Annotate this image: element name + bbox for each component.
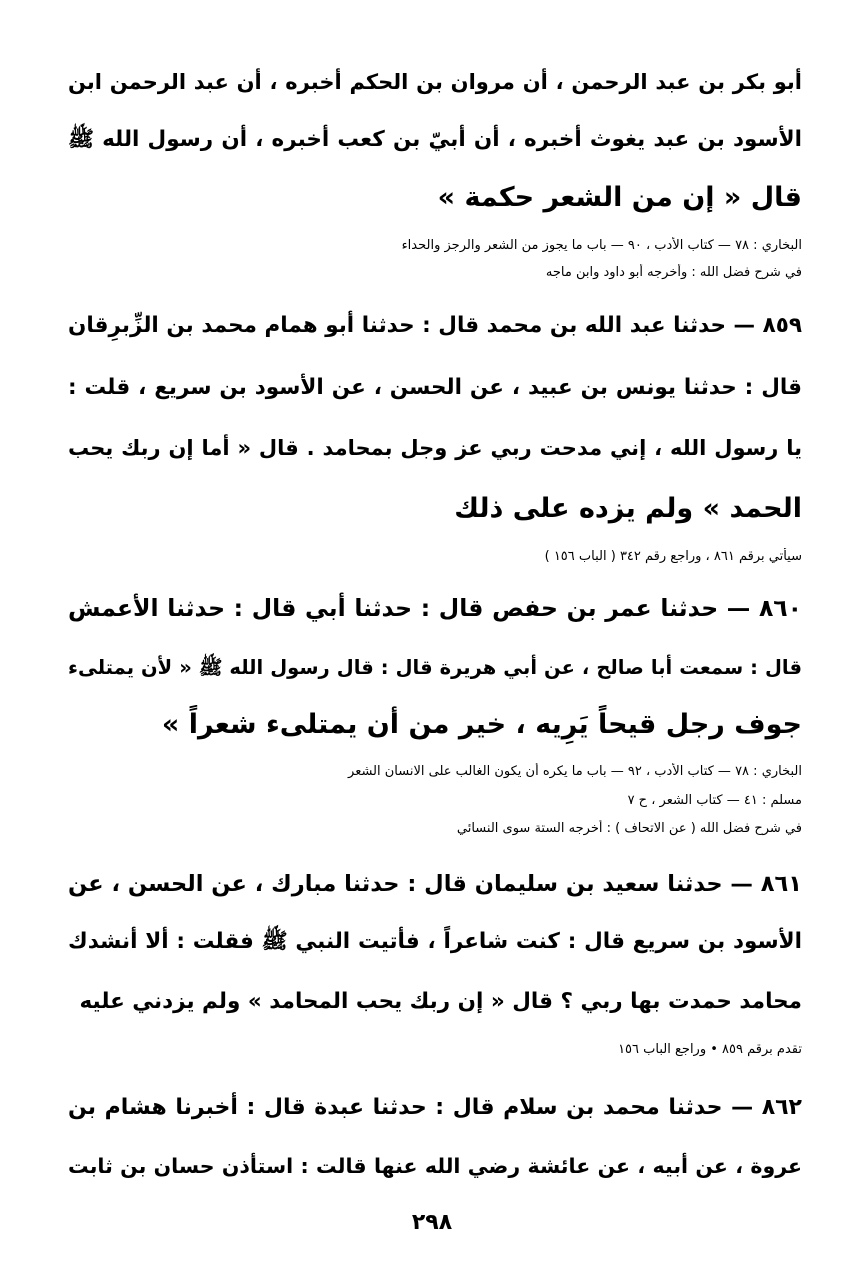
footnote: سيأتي برقم ٨٦١ ، وراجع رقم ٣٤٢ ( الباب ١٥٦ ): [544, 549, 802, 564]
footnote: البخاري : ٧٨ — كتاب الأدب ، ٩٠ — باب ما يجوز من الشعر والرجز والحداء: [401, 238, 802, 253]
text-line: عروة ، عن أبيه ، عن عائشة رضي الله عنها قالت : استأذن حسان بن ثابت: [68, 1154, 802, 1178]
hadith-861-heading: ٨٦١ — حدثنا سعيد بن سليمان قال : حدثنا مبارك ، عن الحسن ، عن: [68, 871, 802, 897]
text-line: الحمد » ولم يزده على ذلك: [454, 493, 802, 524]
hadith-859-heading: ٨٥٩ — حدثنا عبد الله بن محمد قال : حدثنا أبو همام محمد بن الزِّبرِقان: [68, 313, 802, 338]
text-line: قال : سمعت أبا صالح ، عن أبي هريرة قال : قال رسول الله ﷺ « لأن يمتلىء: [68, 656, 802, 679]
hadith-862-heading: ٨٦٢ — حدثنا محمد بن سلام قال : حدثنا عبدة قال : أخبرنا هشام بن: [68, 1095, 802, 1120]
text-line: أبو بكر بن عبد الرحمن ، أن مروان بن الحكم أخبره ، أن عبد الرحمن ابن: [68, 70, 802, 94]
text-line: الأسود بن سريع قال : كنت شاعراً ، فأتيت النبي ﷺ فقلت : ألا أنشدك: [68, 929, 802, 954]
hadith-860-heading: ٨٦٠ — حدثنا عمر بن حفص قال : حدثنا أبي قال : حدثنا الأعمش: [68, 594, 802, 622]
footnote: تقدم برقم ٨٥٩ • وراجع الباب ١٥٦: [618, 1042, 802, 1057]
text-line: يا رسول الله ، إني مدحت ربي عز وجل بمحامد . قال « أما إن ربك يحب: [68, 436, 802, 460]
text-line: الأسود بن عبد يغوث أخبره ، أن أبيّ بن كعب أخبره ، أن رسول الله ﷺ: [68, 127, 802, 152]
page-number: ٢٩٨: [411, 1210, 453, 1235]
text-line: قال « إن من الشعر حكمة »: [437, 182, 802, 213]
footnote: في شرح فضل الله ( عن الاتحاف ) : أخرجه الستة سوى النسائي: [456, 821, 802, 836]
footnote: البخاري : ٧٨ — كتاب الأدب ، ٩٢ — باب ما يكره أن يكون الغالب على الانسان الشعر: [348, 764, 802, 779]
text-line: قال : حدثنا يونس بن عبيد ، عن الحسن ، عن الأسود بن سريع ، قلت :: [68, 375, 802, 400]
footnote: في شرح فضل الله : وأخرجه أبو داود وابن ماجه: [545, 265, 802, 280]
text-line: جوف رجل قيحاً يَرِيه ، خير من أن يمتلىء شعراً »: [161, 709, 802, 740]
footnote: مسلم : ٤١ — كتاب الشعر ، ح ٧: [627, 793, 802, 808]
text-line: محامد حمدت بها ربي ؟ قال « إن ربك يحب المحامد » ولم يزدني عليه: [79, 989, 802, 1014]
